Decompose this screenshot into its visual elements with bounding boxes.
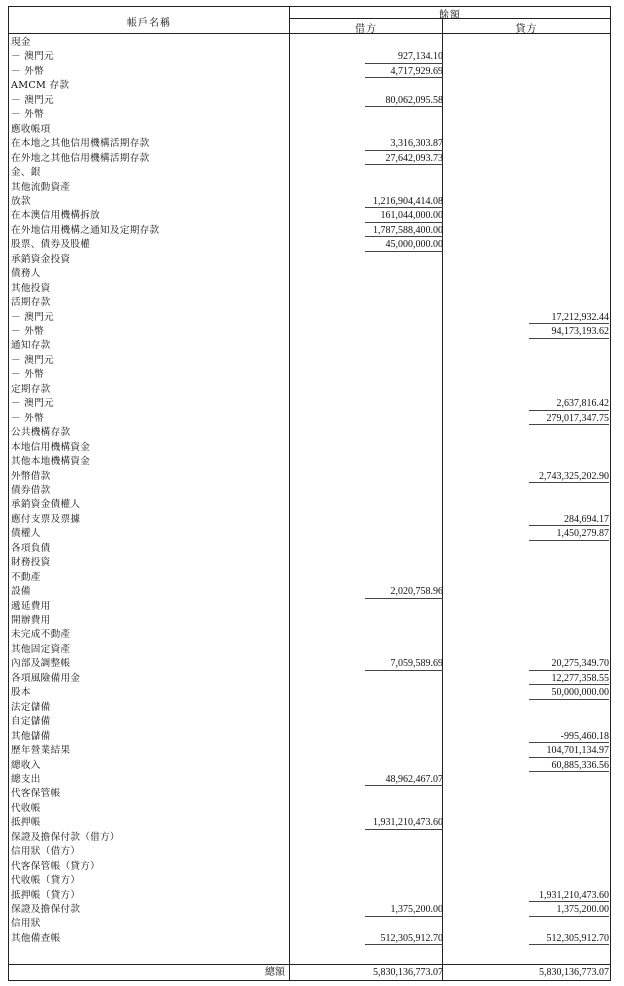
debit-underline xyxy=(365,670,443,671)
account-label: 自定儲備 xyxy=(11,716,51,728)
table-row xyxy=(9,79,610,93)
credit-underline xyxy=(529,944,609,945)
account-label: 其他儲備 xyxy=(11,730,51,742)
account-label: 在本地之其他信用機構活期存款 xyxy=(11,138,150,150)
account-label: 本地信用機構資金 xyxy=(11,441,91,453)
table-row xyxy=(9,296,610,310)
debit-underline xyxy=(365,916,443,917)
account-label: 外幣借款 xyxy=(11,470,51,482)
account-label: 抵押帳（貸方） xyxy=(11,889,81,901)
account-label: 保證及擔保付款（借方） xyxy=(11,831,120,843)
account-label: AMCM 存款 xyxy=(11,80,70,92)
total-credit: 5,830,136,773.07 xyxy=(539,967,609,978)
credit-value: 60,885,336.56 xyxy=(551,759,609,771)
table-row xyxy=(9,354,610,368)
account-label: 代客保管帳（貸方） xyxy=(11,860,101,872)
debit-underline xyxy=(365,150,443,151)
account-label: － 外幣 xyxy=(11,369,45,381)
table-row xyxy=(9,932,610,946)
table-row xyxy=(9,903,610,917)
debit-value: 1,787,588,400.00 xyxy=(373,224,443,236)
total-label: 總額 xyxy=(265,967,285,978)
account-label: 債務人 xyxy=(11,268,41,280)
table-row xyxy=(9,874,610,888)
table-row xyxy=(9,383,610,397)
credit-underline xyxy=(529,916,609,917)
credit-value: 17,212,932.44 xyxy=(551,311,609,323)
account-label: 承銷資金債權人 xyxy=(11,499,81,511)
table-row xyxy=(9,701,610,715)
table-row xyxy=(9,730,610,744)
account-label: － 澳門元 xyxy=(11,398,54,410)
table-row xyxy=(9,368,610,382)
credit-value: 20,275,349.70 xyxy=(551,658,609,670)
credit-underline xyxy=(529,424,609,425)
account-label: 其他備查帳 xyxy=(11,932,61,944)
credit-value: 104,701,134.97 xyxy=(546,745,609,757)
credit-value: 284,694.17 xyxy=(564,513,609,525)
table-row xyxy=(9,238,610,252)
table-row xyxy=(9,831,610,845)
account-label: 其他本地機構資金 xyxy=(11,456,91,468)
account-label: － 澳門元 xyxy=(11,354,54,366)
account-name-header: 帳戶名稱 xyxy=(127,18,171,29)
account-label: 債券借款 xyxy=(11,484,51,496)
account-label: － 外幣 xyxy=(11,326,45,337)
account-label: 在外地信用機構之通知及定期存款 xyxy=(11,224,160,236)
account-label: － 澳門元 xyxy=(11,311,54,323)
debit-value: 4,717,929.69 xyxy=(390,65,443,77)
table-row xyxy=(9,527,610,541)
account-label: 總收入 xyxy=(11,759,41,771)
credit-underline xyxy=(529,410,609,411)
credit-value: 1,375,200.00 xyxy=(556,904,609,915)
credit-underline xyxy=(529,482,609,483)
table-row xyxy=(9,166,610,180)
table-row xyxy=(9,643,610,657)
table-row xyxy=(9,253,610,267)
debit-value: 1,375,200.00 xyxy=(390,904,443,915)
table-row xyxy=(9,571,610,585)
debit-underline xyxy=(365,222,443,223)
account-label: － 澳門元 xyxy=(11,51,54,63)
account-label: － 外幣 xyxy=(11,412,45,424)
table-row xyxy=(9,556,610,570)
account-label: 各項負債 xyxy=(11,542,51,554)
debit-value: 927,134.10 xyxy=(398,51,443,63)
account-label: 其他流動資產 xyxy=(11,181,71,193)
credit-header: 貸方 xyxy=(515,24,538,35)
account-label: 總支出 xyxy=(11,773,41,785)
table-row xyxy=(9,917,610,931)
debit-underline xyxy=(365,236,443,237)
debit-underline xyxy=(365,251,443,252)
table-row xyxy=(9,282,610,296)
credit-underline xyxy=(529,525,609,526)
table-row xyxy=(9,152,610,166)
balance-sheet-table xyxy=(8,6,611,981)
table-row xyxy=(9,426,610,440)
account-label: 保證及擔保付款 xyxy=(11,904,81,915)
account-label: 抵押帳 xyxy=(11,817,41,829)
credit-value: 2,743,325,202.90 xyxy=(539,470,609,482)
debit-underline xyxy=(365,598,443,599)
debit-value: 3,316,303.87 xyxy=(390,138,443,150)
account-label: 未完成不動產 xyxy=(11,629,71,641)
account-label: 通知存款 xyxy=(11,340,51,352)
account-label: 在本澳信用機構拆放 xyxy=(11,210,101,222)
account-label: 活期存款 xyxy=(11,297,51,309)
table-row xyxy=(9,339,610,353)
account-label: － 外幣 xyxy=(11,65,45,77)
debit-underline xyxy=(365,785,443,786)
account-label: 應收帳項 xyxy=(11,123,51,135)
table-row xyxy=(9,267,610,281)
credit-value: 1,450,279.87 xyxy=(556,528,609,540)
credit-value: 12,277,358.55 xyxy=(551,672,609,684)
table-row xyxy=(9,585,610,599)
account-label: 各項風險備用金 xyxy=(11,672,81,684)
table-row xyxy=(9,600,610,614)
table-row xyxy=(9,787,610,801)
credit-value: 279,017,347.75 xyxy=(546,412,609,424)
debit-value: 2,020,758.96 xyxy=(390,586,443,598)
debit-value: 7,059,589.69 xyxy=(390,658,443,670)
table-row xyxy=(9,108,610,122)
account-label: 承銷資金投資 xyxy=(11,253,71,265)
credit-value: 94,173,193.62 xyxy=(551,326,609,337)
table-row xyxy=(9,802,610,816)
account-label: 開辦費用 xyxy=(11,615,51,626)
debit-value: 161,044,000.00 xyxy=(380,210,443,222)
account-label: 其他投資 xyxy=(11,282,51,294)
table-row xyxy=(9,686,610,700)
table-row xyxy=(9,397,610,411)
table-row xyxy=(9,715,610,729)
table-row xyxy=(9,470,610,484)
account-label: 債權人 xyxy=(11,528,41,540)
balance-header: 餘額 xyxy=(439,10,461,21)
account-label: 信用狀 xyxy=(11,918,41,930)
credit-underline xyxy=(529,540,609,541)
account-label: 定期存款 xyxy=(11,383,51,395)
table-row xyxy=(9,759,610,773)
credit-value: 1,931,210,473.60 xyxy=(539,889,609,901)
debit-value: 1,216,904,414.08 xyxy=(373,195,443,207)
table-row xyxy=(9,195,610,209)
debit-underline xyxy=(365,77,443,78)
debit-underline xyxy=(365,164,443,165)
credit-underline xyxy=(529,757,609,758)
table-row xyxy=(9,50,610,64)
account-label: － 澳門元 xyxy=(11,94,54,106)
credit-underline xyxy=(529,771,609,772)
debit-header: 借方 xyxy=(355,24,377,35)
table-row xyxy=(9,123,610,137)
account-label: 股票、債券及股權 xyxy=(11,239,91,251)
debit-value: 80,062,095.58 xyxy=(385,94,443,106)
table-row xyxy=(9,498,610,512)
account-label: 現金 xyxy=(11,37,31,48)
table-row xyxy=(9,36,610,50)
table-row xyxy=(9,137,610,151)
account-label: 不動產 xyxy=(11,571,41,583)
table-row xyxy=(9,224,610,238)
table-row xyxy=(9,773,610,787)
credit-underline xyxy=(529,699,609,700)
debit-value: 1,931,210,473.60 xyxy=(373,817,443,829)
account-label: 代客保管帳 xyxy=(11,788,61,800)
debit-underline xyxy=(365,829,443,830)
table-row xyxy=(9,455,610,469)
account-label: 內部及調整帳 xyxy=(11,658,71,670)
debit-value: 512,305,912.70 xyxy=(380,932,443,944)
account-label: 財務投資 xyxy=(11,557,51,569)
account-label: 在外地之其他信用機構活期存款 xyxy=(11,152,150,164)
debit-value: 45,000,000.00 xyxy=(385,239,443,251)
account-label: 歷年營業結果 xyxy=(11,745,71,757)
table-row xyxy=(9,816,610,830)
credit-underline xyxy=(529,684,609,685)
table-row xyxy=(9,542,610,556)
credit-value: -995,460.18 xyxy=(560,730,609,742)
debit-value: 27,642,093.73 xyxy=(385,152,443,164)
credit-underline xyxy=(529,742,609,743)
table-row xyxy=(9,484,610,498)
table-row xyxy=(9,657,610,671)
table-row xyxy=(9,325,610,339)
credit-underline xyxy=(529,901,609,902)
table-row xyxy=(9,441,610,455)
debit-underline xyxy=(365,106,443,107)
table-row xyxy=(9,628,610,642)
credit-value: 512,305,912.70 xyxy=(546,932,609,944)
account-label: 其他固定資產 xyxy=(11,643,71,655)
table-row xyxy=(9,889,610,903)
table-row xyxy=(9,860,610,874)
credit-underline xyxy=(529,670,609,671)
account-label: 公共機構存款 xyxy=(11,427,71,439)
table-row xyxy=(9,845,610,859)
credit-underline xyxy=(529,323,609,324)
table-row xyxy=(9,513,610,527)
debit-underline xyxy=(365,63,443,64)
table-row xyxy=(9,672,610,686)
debit-underline xyxy=(365,207,443,208)
table-row xyxy=(9,311,610,325)
credit-value: 50,000,000.00 xyxy=(551,687,609,699)
table-row xyxy=(9,94,610,108)
account-label: 金、銀 xyxy=(11,167,41,179)
credit-underline xyxy=(529,338,609,339)
account-label: － 外幣 xyxy=(11,109,45,121)
account-label: 代收帳（貸方） xyxy=(11,875,81,887)
account-label: 設備 xyxy=(11,586,31,598)
account-label: 代收帳 xyxy=(11,802,41,814)
account-label: 法定儲備 xyxy=(11,701,51,713)
total-debit: 5,830,136,773.07 xyxy=(373,967,443,978)
debit-value: 48,962,467.07 xyxy=(385,773,443,785)
account-label: 應付支票及票據 xyxy=(11,513,81,525)
account-label: 放款 xyxy=(11,195,31,207)
table-row xyxy=(9,614,610,628)
account-label: 股本 xyxy=(11,687,31,699)
table-row xyxy=(9,209,610,223)
account-label: 信用狀（借方） xyxy=(11,846,81,858)
total-top-line xyxy=(9,964,610,965)
account-label: 遞延費用 xyxy=(11,600,51,612)
table-row xyxy=(9,744,610,758)
table-row xyxy=(9,65,610,79)
table-row xyxy=(9,181,610,195)
credit-value: 2,637,816.42 xyxy=(556,398,609,410)
debit-underline xyxy=(365,944,443,945)
table-row xyxy=(9,412,610,426)
